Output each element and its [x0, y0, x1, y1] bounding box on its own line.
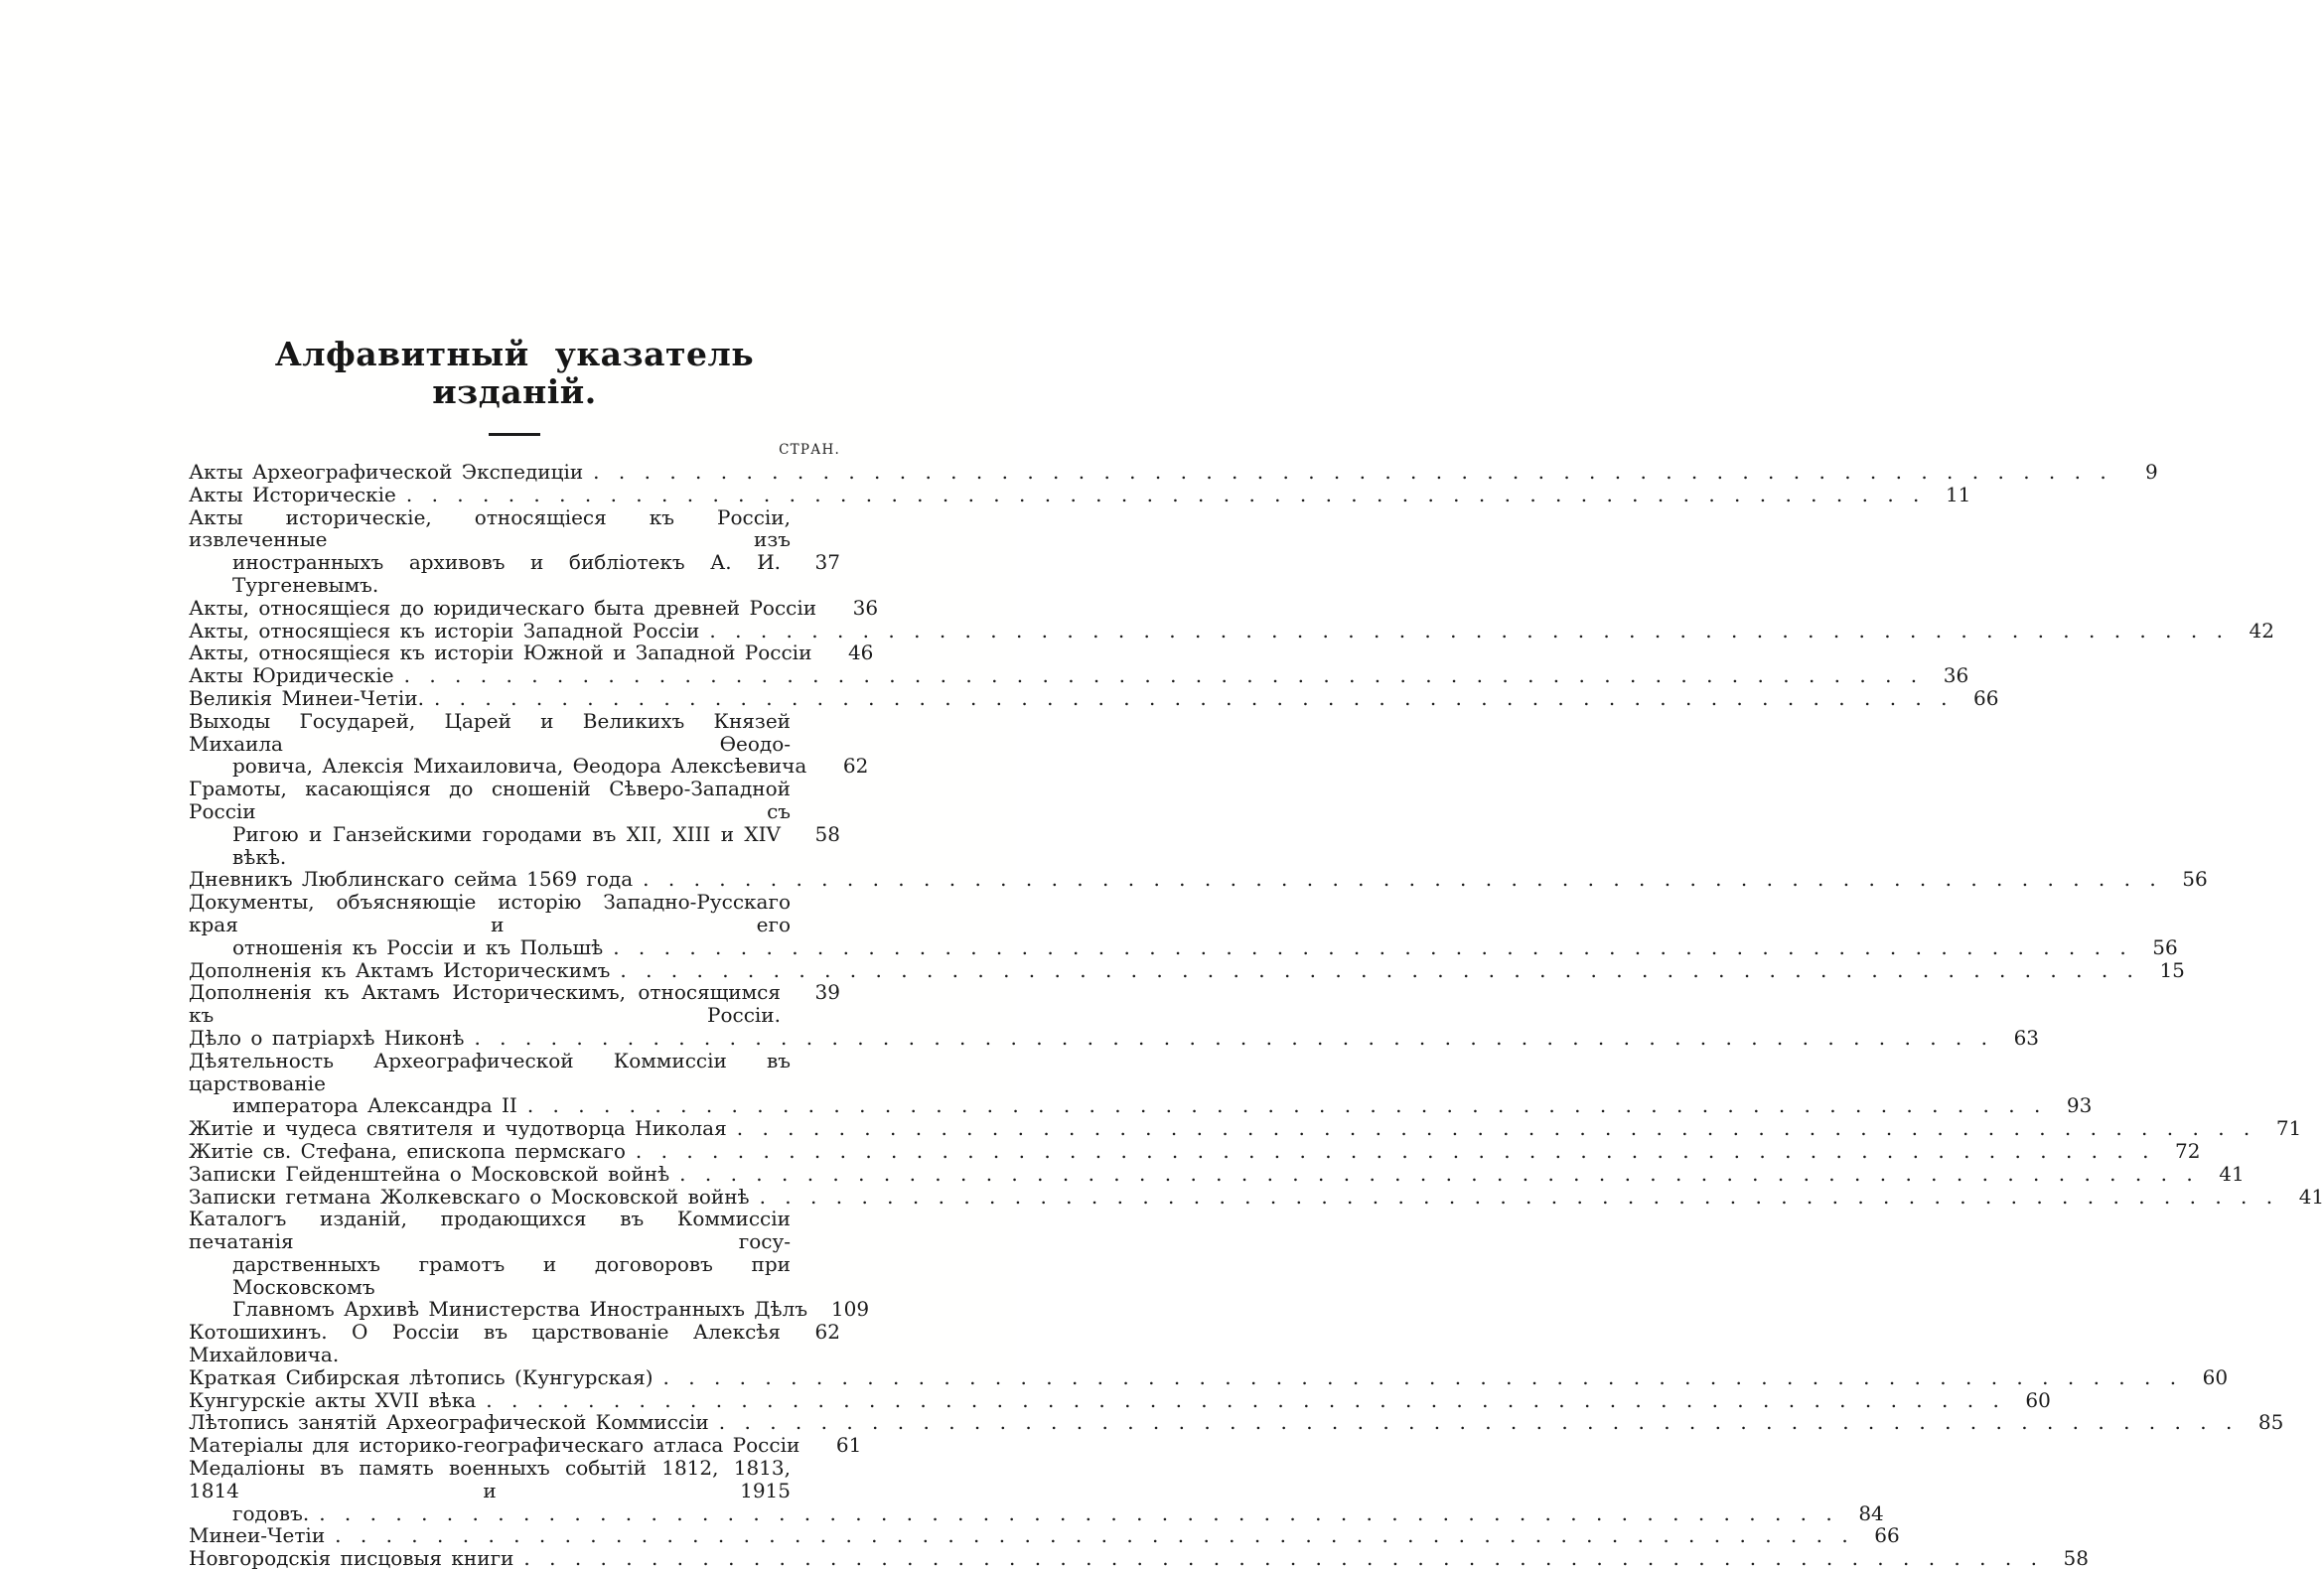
- index-entry: [189, 1387, 2051, 1412]
- entry-row: [189, 1364, 2229, 1389]
- index-entry: [189, 1410, 2284, 1435]
- index-entry: [189, 1546, 2089, 1570]
- entry-page-number: 84: [1858, 1500, 1884, 1525]
- entry-title: Акты, относящіеся къ исторіи Южной и Западной Россіи: [189, 641, 812, 665]
- entry-row: [189, 1116, 2302, 1141]
- index-entry-list: [189, 460, 2324, 1570]
- entry-text-line: дарственныхъ грамотъ и договоровъ при Московскомъ: [232, 1251, 791, 1299]
- entry-page-number: 62: [842, 754, 869, 779]
- entry-title: Акты Археографической Экспедиціи: [189, 460, 584, 484]
- entry-title: Новгородскія писцовыя книги: [189, 1546, 514, 1570]
- entry-title: Акты Юридическіе: [189, 663, 394, 688]
- entry-row: [189, 482, 1971, 506]
- index-entry: [189, 1184, 2324, 1209]
- entry-row: [189, 1433, 862, 1458]
- entry-page-number: 56: [2152, 934, 2178, 959]
- index-content: [189, 335, 2324, 1570]
- index-entry: [189, 1456, 1884, 1525]
- dot-leader: [474, 1027, 1987, 1050]
- dot-leader: [404, 664, 1918, 687]
- index-entry: [189, 1321, 840, 1366]
- index-entry: [189, 1523, 1900, 1548]
- entry-row: [189, 1138, 2201, 1163]
- dot-leader: [620, 959, 2133, 982]
- dot-leader: [636, 1140, 2149, 1163]
- dot-leader: [593, 461, 2106, 484]
- entry-page-number: 62: [814, 1320, 840, 1345]
- entry-row: [189, 1387, 2051, 1412]
- page-column-header: СТРАН.: [779, 442, 840, 458]
- dot-leader: [679, 1163, 2193, 1186]
- index-entry: [189, 1116, 2302, 1141]
- index-entry: [189, 957, 2185, 982]
- entry-page-number: 58: [2063, 1546, 2089, 1570]
- entry-page-number: 41: [2219, 1161, 2245, 1186]
- entry-title: Записки Гейденштейна о Московской войнѣ: [189, 1161, 670, 1186]
- dot-leader: [663, 1366, 2177, 1389]
- entry-row: [189, 1410, 2284, 1435]
- entry-page-number: 60: [2025, 1387, 2051, 1412]
- dot-leader: [643, 868, 2156, 891]
- entry-row: [189, 1297, 870, 1322]
- index-entry: [189, 890, 2178, 959]
- index-entry: [189, 618, 2274, 642]
- dot-leader: [486, 1389, 1999, 1412]
- index-entry: [189, 778, 840, 868]
- index-entry: [189, 1433, 862, 1458]
- index-entry: [189, 708, 869, 779]
- entry-row: [189, 1161, 2245, 1186]
- entry-title: ровича, Алексія Михаиловича, Ѳеодора Алексѣевича: [232, 754, 807, 779]
- entry-row: [189, 754, 869, 779]
- entry-page-number: 39: [814, 980, 840, 1005]
- entry-title: Дополненія къ Актамъ Историческимъ: [189, 957, 611, 982]
- entry-page-number: 58: [814, 821, 840, 846]
- entry-row: [189, 618, 2274, 642]
- index-entry: [189, 663, 1969, 688]
- entry-text-line: Документы, объясняющіе исторію Западно-Русскаго края и его: [189, 890, 791, 936]
- entry-title: Дневникъ Люблинскаго сейма 1569 года: [189, 867, 634, 892]
- entry-page-number: 37: [814, 550, 840, 575]
- entry-row: [189, 1500, 1884, 1525]
- entry-row: [189, 1321, 840, 1366]
- index-entry: [189, 1364, 2229, 1389]
- entry-title: Главномъ Архивѣ Министерства Иностранныхъ Дѣлъ: [232, 1297, 808, 1322]
- entry-text-line: Грамоты, касающіяся до сношеній Сѣверо-Западной Россіи съ: [189, 777, 791, 823]
- entry-title: Ригою и Ганзейскими городами въ XII, XIII и XIV вѣкѣ.: [232, 821, 781, 869]
- entry-title: Великія Минеи-Четіи.: [189, 685, 424, 710]
- entry-page-number: 72: [2175, 1138, 2201, 1163]
- entry-page-number: 66: [1973, 685, 1999, 710]
- entry-title: Кунгурскіе акты XVII вѣка: [189, 1387, 477, 1412]
- entry-row: [189, 867, 2208, 892]
- entry-row: [189, 823, 840, 869]
- entry-title: годовъ.: [232, 1500, 310, 1525]
- entry-row: [189, 1093, 2093, 1118]
- entry-title: Житіе и чудеса святителя и чудотворца Николая: [189, 1116, 727, 1141]
- entry-page-number: 9: [2144, 460, 2158, 484]
- entry-row: [189, 934, 2178, 959]
- entry-title: Записки гетмана Жолкевскаго о Московской войнѣ: [189, 1184, 750, 1209]
- entry-title: Акты, относящіеся до юридическаго быта древней Россіи: [189, 595, 817, 620]
- entry-text-line: Каталогъ изданій, продающихся въ Коммиссіи печатанія госу-: [189, 1207, 791, 1254]
- entry-row: [189, 1546, 2089, 1570]
- entry-row: [189, 957, 2185, 982]
- entry-page-number: 66: [1874, 1523, 1900, 1548]
- index-entry: [189, 506, 840, 597]
- index-entry: [189, 460, 2158, 484]
- dot-leader: [527, 1094, 2041, 1117]
- index-entry: [189, 595, 879, 620]
- entry-page-number: 61: [835, 1433, 862, 1458]
- index-entry: [189, 1025, 2040, 1050]
- dot-leader: [719, 1411, 2233, 1434]
- entry-title: Житіе св. Стефана, епископа пермскаго: [189, 1138, 626, 1163]
- entry-page-number: 36: [1943, 663, 1969, 688]
- entry-page-number: 56: [2182, 867, 2208, 892]
- entry-page-number: 109: [830, 1297, 870, 1322]
- index-entry: [189, 1161, 2245, 1186]
- entry-row: [189, 663, 1969, 688]
- dot-leader: [613, 936, 2126, 959]
- index-entry: [189, 867, 2208, 892]
- dot-leader: [737, 1117, 2251, 1140]
- entry-title: Дѣло о патріархѣ Никонѣ: [189, 1025, 465, 1050]
- entry-title: Минеи-Четіи: [189, 1523, 326, 1548]
- dot-leader: [523, 1547, 2037, 1570]
- entry-row: [189, 551, 840, 597]
- entry-page-number: 63: [2013, 1025, 2040, 1050]
- entry-page-number: 71: [2275, 1116, 2302, 1141]
- entry-row: [189, 460, 2158, 484]
- entry-row: [189, 595, 879, 620]
- index-entry: [189, 685, 1999, 710]
- index-entry: [189, 1138, 2201, 1163]
- entry-page-number: 85: [2257, 1410, 2284, 1435]
- entry-title: Акты Историческіе: [189, 482, 396, 506]
- entry-title: иностранныхъ архивовъ и библіотекъ А. И. Тургеневымъ.: [232, 550, 781, 597]
- entry-title: Краткая Сибирская лѣтопись (Кунгурская): [189, 1364, 654, 1389]
- index-entry: [189, 1207, 870, 1322]
- entry-row: [189, 1184, 2324, 1209]
- entry-page-number: 15: [2159, 957, 2185, 982]
- title-divider: [489, 433, 540, 436]
- entry-title: отношенія къ Россіи и къ Польшѣ: [232, 934, 604, 959]
- entry-row: [189, 1523, 1900, 1548]
- entry-text-line: Акты историческіе, относящіеся къ Россіи, извлеченные изъ: [189, 504, 791, 552]
- entry-page-number: 36: [852, 595, 879, 620]
- entry-row: [189, 685, 1999, 710]
- index-entry: [189, 482, 1971, 506]
- entry-text-line: Дѣятельность Археографической Коммиссіи въ царствованіе: [189, 1048, 791, 1095]
- dot-leader: [335, 1524, 1848, 1547]
- entry-page-number: 60: [2202, 1364, 2229, 1389]
- dot-leader: [709, 620, 2223, 642]
- index-entry: [189, 981, 840, 1027]
- entry-title: Матеріалы для историко-географическаго атласа Россіи: [189, 1433, 800, 1458]
- entry-title: Акты, относящіеся къ исторіи Западной Россіи: [189, 618, 700, 642]
- entry-row: [189, 641, 874, 665]
- dot-leader: [319, 1502, 1832, 1525]
- entry-title: императора Александра II: [232, 1093, 517, 1118]
- entry-title: Дополненія къ Актамъ Историческимъ, относящимся къ Россіи.: [189, 980, 781, 1028]
- page-title: Алфавитный указатель изданій.: [274, 335, 755, 411]
- entry-row: [189, 1025, 2040, 1050]
- index-entry: [189, 641, 874, 665]
- entry-page-number: 11: [1945, 482, 1971, 506]
- entry-page-number: 46: [847, 641, 874, 665]
- entry-page-number: 93: [2066, 1093, 2093, 1118]
- dot-leader: [760, 1186, 2273, 1209]
- entry-title: Лѣтопись занятій Археографической Коммиссіи: [189, 1410, 709, 1435]
- entry-row: [189, 981, 840, 1027]
- entry-title: Котошихинъ. О Россіи въ царствованіе Алексѣя Михайловича.: [189, 1320, 781, 1367]
- entry-page-number: 42: [2249, 618, 2274, 642]
- dot-leader: [434, 687, 1948, 710]
- entry-text-line: Медаліоны въ память военныхъ событій 1812, 1813, 1814 и 1915: [189, 1456, 791, 1502]
- dot-leader: [406, 484, 1920, 506]
- entry-page-number: 41: [2298, 1184, 2324, 1209]
- entry-text-line: Выходы Государей, Царей и Великихъ Князей Михаила Ѳеодо-: [189, 708, 791, 756]
- index-entry: [189, 1048, 2093, 1118]
